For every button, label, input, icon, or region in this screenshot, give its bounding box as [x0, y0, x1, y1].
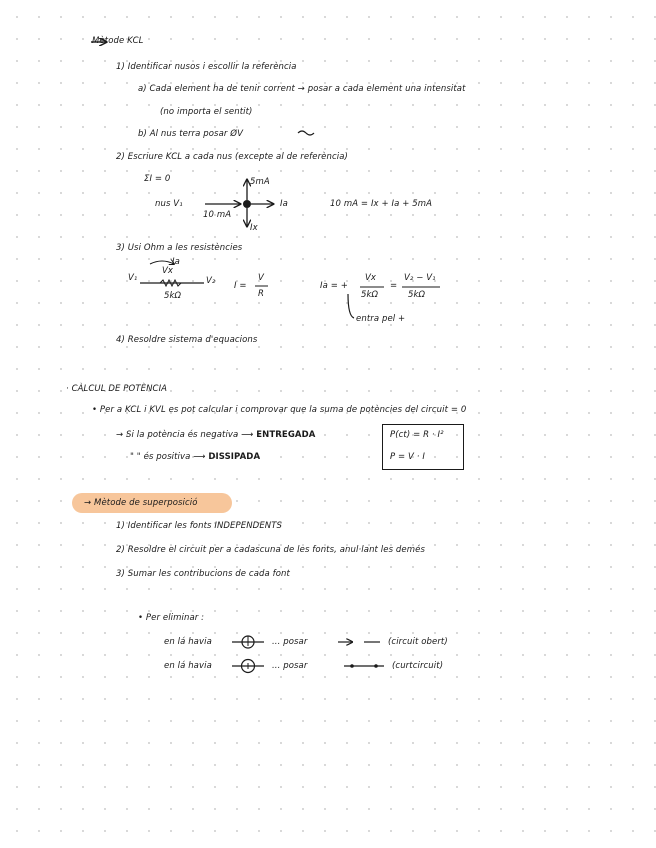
ia-frac2-den: 5kΩ	[408, 290, 426, 300]
kcl-step-4: 4) Resoldre sistema d'equacions	[116, 335, 258, 345]
ohm-denominator: R	[258, 289, 265, 299]
ia-note: entra pel +	[356, 314, 406, 324]
power-heading: · CÀLCUL DE POTÈNCIA	[66, 384, 168, 394]
kcl-step-1b: b) Al nus terra posar ØV	[138, 129, 243, 139]
elim-title: • Per eliminar :	[138, 613, 205, 623]
resistor-current-arrow	[150, 261, 174, 264]
elim-row-2-mid: ... posar	[272, 661, 308, 671]
power-formula-1: P(ct) = R · I²	[390, 430, 444, 440]
short-circuit-dot-right	[374, 664, 378, 668]
kcl-step-1a: a) Cada element ha de tenir corrent → posar a cada element una intensitat	[138, 84, 466, 94]
ohm-numerator: V	[258, 273, 264, 283]
power-line-1: • Per a KCL i KVL es pot calcular i comprovar que la suma de potències del circuit = 0	[92, 405, 467, 415]
ia-equation-lhs: Ia = +	[320, 281, 348, 291]
elim-row-1-suffix: (circuit obert)	[388, 637, 448, 647]
kcl-equation: 10 mA = Ix + Ia + 5mA	[330, 199, 433, 209]
elim-row-1-prefix: en lá havia	[164, 637, 212, 647]
elim-row-1-mid: ... posar	[272, 637, 308, 647]
kcl-current-ix: Ix	[250, 223, 258, 233]
ia-frac1-num: Vx	[365, 273, 377, 283]
power-line-3-text: " " és positiva ⟶	[130, 452, 206, 462]
resistor-ia: Ia	[172, 257, 180, 267]
resistor-v2: V₂	[206, 276, 216, 286]
power-line-2-text: → Si la potència és negativa ⟶	[116, 430, 254, 440]
power-formula-2: P = V · I	[390, 452, 425, 462]
kcl-step-3: 3) Usi Ohm a les resistències	[116, 243, 243, 253]
resistor-v1: V₁	[128, 273, 138, 283]
ia-equation-mid: =	[390, 281, 398, 291]
ia-frac2-num: V₂ − V₁	[404, 273, 436, 283]
ia-note-brace	[348, 294, 354, 318]
kcl-node-label: nus V₁	[155, 199, 183, 209]
superposition-step-3: 3) Sumar les contribucions de cada font	[116, 569, 290, 579]
kcl-current-10ma: 10 mA	[203, 210, 232, 220]
kcl-step-2: 2) Escriure KCL a cada nus (excepte al de referència)	[116, 152, 348, 162]
superposition-heading: → Mètode de superposició	[84, 498, 198, 508]
power-dissipada: DISSIPADA	[208, 452, 261, 462]
superposition-step-2: 2) Resoldre el circuit per a cadascuna de les fonts, anul·lant les demés	[116, 545, 425, 555]
elim-row-2-prefix: en lá havia	[164, 661, 212, 671]
kcl-sum-label: ΣI = 0	[144, 174, 171, 184]
elim-row-2-suffix: (curtcircuit)	[392, 661, 444, 671]
resistor-vx: Vx	[162, 266, 174, 276]
superposition-step-1: 1) Identificar les fonts INDEPENDENTS	[116, 521, 283, 531]
kcl-step-1a-note: (no importa el sentit)	[160, 107, 253, 117]
scribble	[298, 131, 314, 135]
kcl-current-5ma: 5mA	[250, 177, 270, 187]
kcl-step-1: 1) Identificar nusos i escollir la referència	[116, 62, 297, 72]
short-circuit-dot-left	[350, 664, 354, 668]
kcl-current-ia: Ia	[280, 199, 288, 209]
ia-frac1-den: 5kΩ	[361, 290, 379, 300]
node-dot	[243, 200, 251, 208]
kcl-heading: Mètode KCL	[92, 36, 144, 46]
resistor-label: 5kΩ	[164, 291, 182, 301]
ohm-lhs: I =	[234, 281, 247, 291]
power-entregada: ENTREGADA	[256, 430, 316, 440]
